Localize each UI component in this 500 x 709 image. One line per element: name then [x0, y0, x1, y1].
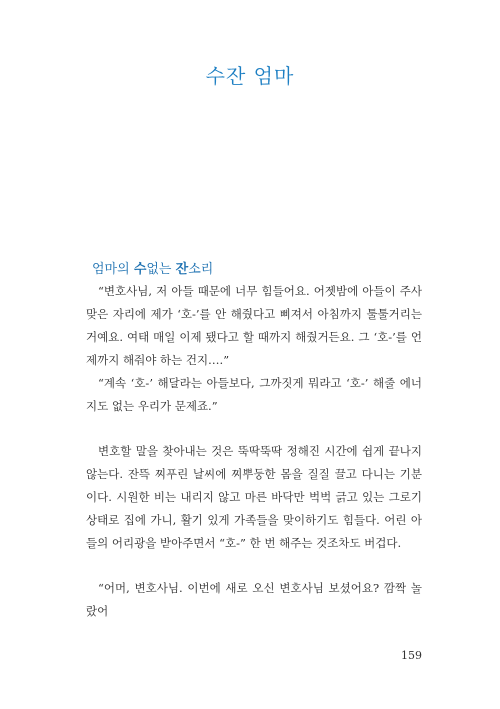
chapter-title: 수잔 엄마: [205, 64, 295, 88]
subheading-part-2: 수: [133, 262, 147, 277]
paragraph-gap: [86, 555, 422, 577]
paragraph-4: “어머, 변호사님. 이번에 새로 오신 변호사님 보셨어요? 깜짝 놀랐어: [86, 581, 422, 618]
page-number: 159: [401, 649, 422, 662]
paragraph-2: “계속 ‘호-’ 해달라는 아들보다, 그까짓게 뭐라고 ‘호-’ 해줄 에너지도 없는 우리가 문제죠.”: [86, 376, 422, 413]
paragraph-3: 변호할 말을 찾아내는 것은 뚝딱뚝딱 정해진 시간에 쉽게 끝나지 않는다. 잔뜩 찌푸린 날씨에 찌뿌둥한 몸을 질질 끌고 다니는 기분이다. 시원한 비는 내리지 않고 마른 바닥만 벅벅 긁고 있는 그로기 상태로 집에 가니, 활기 있게 가족들을 맞이하기도 힘들다. 어린 아들의 어리광을 받아주면서 “호-” 한 번 해주는 것조차도 버겁다.: [86, 444, 422, 550]
subheading-part-4: 잔: [175, 262, 189, 277]
paragraph-gap: [86, 418, 422, 440]
subheading-part-5: 소리: [188, 262, 214, 277]
paragraph-1: “변호사님, 저 아들 때문에 너무 힘들어요. 어젯밤에 아들이 주사 맞은 자리에 제가 ‘호-’를 안 해줬다고 삐져서 아침까지 툴툴거리는 거예요. 여태 매일 이제 됐다고 할 때까지 해줬거든요. 그 ‘호-’를 언제까지 해줘야 하는 건지….”: [86, 284, 422, 367]
subheading-part-3: 없는: [146, 262, 176, 277]
section-subheading: [92, 258, 213, 277]
body-text: [86, 280, 422, 623]
subheading-part-1: 엄마의: [92, 262, 134, 277]
